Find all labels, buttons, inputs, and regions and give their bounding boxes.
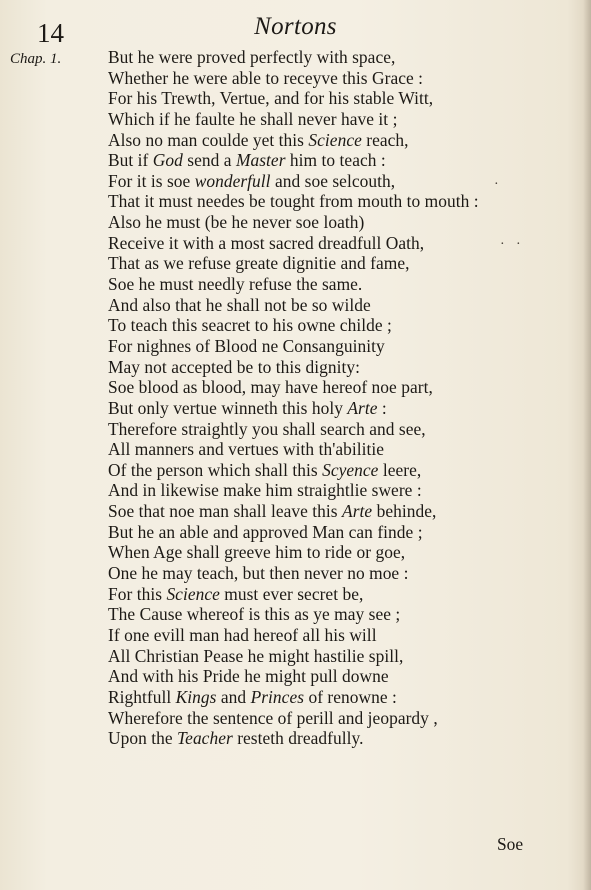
verse-line: If one evill man had hereof all his will xyxy=(108,624,377,645)
verse-line: Of the person which shall this Scyence leere, xyxy=(108,459,422,480)
verse-line: Also no man coulde yet this Science reach, xyxy=(108,129,409,150)
verse-line: And also that he shall not be so wilde xyxy=(108,294,371,315)
verse-text xyxy=(108,47,586,749)
verse-line: And in likewise make him straightlie swere : xyxy=(108,480,422,501)
stray-mark: · xyxy=(500,237,505,252)
verse-line: For nighnes of Blood ne Consanguinity xyxy=(108,335,385,356)
verse-line: May not accepted be to this dignity: xyxy=(108,356,360,377)
stray-mark: · xyxy=(494,177,499,192)
verse-line: But he an able and approved Man can finde ; xyxy=(108,521,423,542)
verse-line: All manners and vertues with th'abilitie xyxy=(108,439,385,460)
verse-line: For this Science must ever secret be, xyxy=(108,583,364,604)
chapter-label: Chap. 1. xyxy=(10,51,62,67)
verse-line: That it must needes be tought from mouth to mouth : xyxy=(108,191,479,212)
verse-line: Receive it with a most sacred dreadfull Oath, xyxy=(108,232,425,253)
verse-line: To teach this seacret to his owne childe ; xyxy=(108,315,392,336)
verse-line: One he may teach, but then never no moe : xyxy=(108,563,409,584)
verse-line: Whether he were able to receyve this Grace : xyxy=(108,67,424,88)
verse-line: Which if he faulte he shall never have it ; xyxy=(108,108,398,129)
verse-line: Soe blood as blood, may have hereof noe part, xyxy=(108,377,433,398)
verse-line: Rightfull Kings and Princes of renowne : xyxy=(108,686,397,707)
page-number: 14 xyxy=(37,18,64,48)
stray-mark: · xyxy=(516,237,521,252)
verse-line: The Cause whereof is this as ye may see ; xyxy=(108,604,401,625)
running-title: Nortons xyxy=(254,13,337,40)
verse-line: But only vertue winneth this holy Arte : xyxy=(108,397,387,418)
verse-line: Soe that noe man shall leave this Arte behinde, xyxy=(108,501,437,522)
verse-line: All Christian Pease he might hastilie spill, xyxy=(108,645,404,666)
verse-line: That as we refuse greate dignitie and fame, xyxy=(108,253,410,274)
verse-line: And with his Pride he might pull downe xyxy=(108,666,389,687)
verse-line: Wherefore the sentence of perill and jeopardy , xyxy=(108,707,438,728)
verse-line: Upon the Teacher resteth dreadfully. xyxy=(108,728,364,749)
verse-line: For it is soe wonderfull and soe selcouth, xyxy=(108,170,396,191)
verse-line: Also he must (be he never soe loath) xyxy=(108,212,365,233)
verse-line: Soe he must needly refuse the same. xyxy=(108,274,363,295)
verse-line: When Age shall greeve him to ride or goe, xyxy=(108,542,406,563)
verse-line: But he were proved perfectly with space, xyxy=(108,47,396,67)
verse-line: Therefore straightly you shall search and see, xyxy=(108,418,426,439)
catchword: Soe xyxy=(497,834,524,854)
verse-line: But if God send a Master him to teach : xyxy=(108,150,386,171)
verse-line: For his Trewth, Vertue, and for his stable Witt, xyxy=(108,88,434,109)
